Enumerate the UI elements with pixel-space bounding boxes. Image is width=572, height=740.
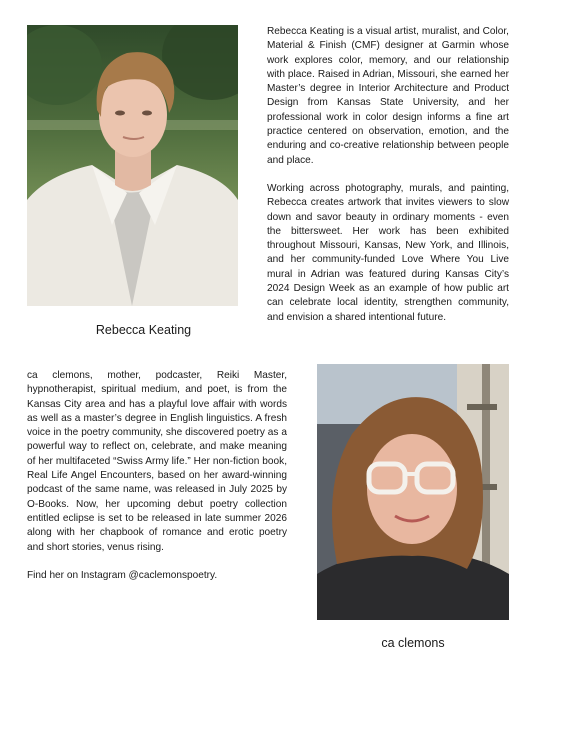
rebecca-keating-caption: Rebecca Keating bbox=[95, 323, 192, 337]
ca-clemons-photo bbox=[317, 364, 509, 620]
ca-clemons-instagram-line: Find her on Instagram @caclemonspoetry. bbox=[27, 569, 218, 581]
rebecca-keating-photo bbox=[27, 25, 238, 306]
rebecca-bio-paragraph-1: Rebecca Keating is a visual artist, muralist, and Color, Material & Finish (CMF) designer at Garmin whose work explores color, memory, and our relationship with place. Raised in Adrian, Missouri, she earned her Master’s degree in Interior Architecture and Product Design from Kansas State University, and her professional work in color design informs a fine art practice centered on observation, emotion, and the enduring and co-creative relationship between people and place. bbox=[267, 26, 509, 166]
ca-clemons-caption: ca clemons bbox=[381, 636, 445, 650]
ca-clemons-bio bbox=[27, 369, 287, 583]
ca-clemons-bio-paragraph-1: ca clemons, mother, podcaster, Reiki Master, hypnotherapist, spiritual medium, and poet, is from the Kansas City area and has a playful love affair with words as well as a master’s degree in English linguistics. A fresh voice in the poetry community, she discovered poetry as a powerful way to reflect on, celebrate, and make meaning of her multifaceted “Swiss Army life.” Her non-fiction book, Real Life Angel Encounters, based on her award-winning podcast of the same name, was released in July 2025 by O-Books. Now, her upcoming debut poetry collection entitled eclipse is set to be released in late summer 2026 along with her chapbook of romance and erotic poetry and short stories, venus rising. bbox=[27, 370, 287, 553]
rebecca-bio-paragraph-2: Working across photography, murals, and painting, Rebecca creates artwork that invites viewers to slow down and savor beauty in ordinary moments - even the bittersweet. Her work has been exhibited throughout Missouri, Kansas, New York, and Illinois, and her community-funded Love Where You Live mural in Adrian was featured during Kansas City’s 2024 Design Week as an example of how public art can celebrate local identity, strengthen community, and envision a shared intentional future. bbox=[267, 182, 509, 323]
rebecca-keating-bio bbox=[267, 25, 509, 325]
